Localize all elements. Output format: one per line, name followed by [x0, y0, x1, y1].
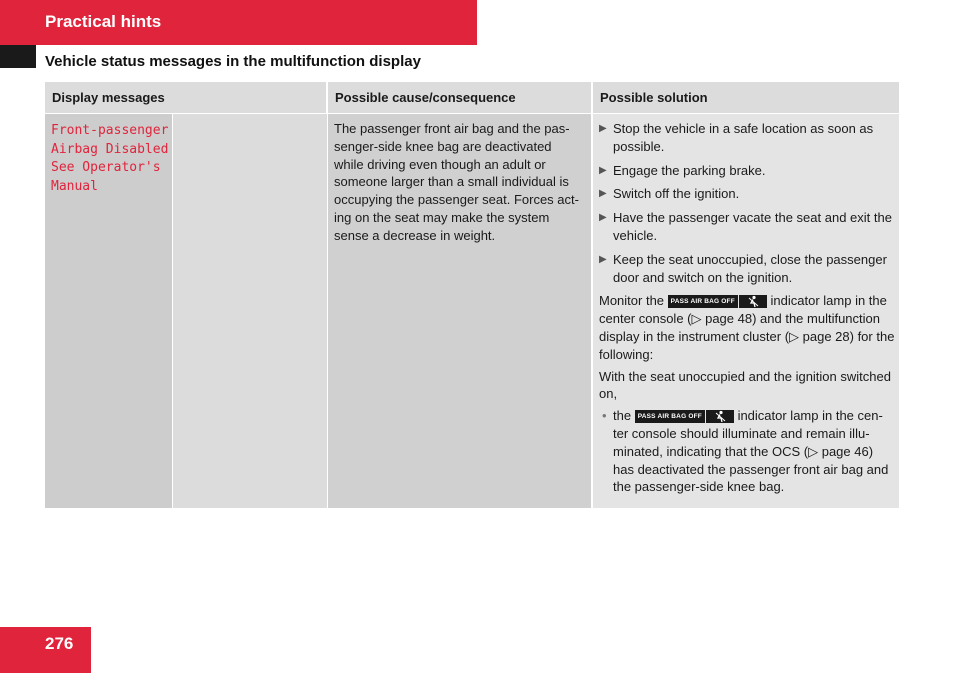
airbag-off-icon: [706, 410, 734, 423]
cause-line: sense a decrease in weight.: [334, 227, 496, 243]
indicator-bullet: [599, 407, 895, 496]
step-arrow-icon: ▶: [599, 212, 607, 224]
solution-step: [599, 162, 895, 180]
page-number: 276: [45, 634, 74, 653]
step-arrow-icon: ▶: [599, 123, 607, 134]
page-header-title: Practical hints: [45, 12, 162, 31]
status-messages-table: [45, 82, 899, 508]
bullet-prefix: the: [613, 408, 632, 424]
cause-line: ing on the seat may make the system: [334, 209, 550, 225]
pass-air-bag-off-lamp-label: PASS AIR BAG OFF: [635, 410, 705, 423]
solution-step: [599, 209, 895, 245]
display-message-text: [51, 122, 169, 196]
column-header-solution: Possible solution: [593, 82, 899, 113]
bullet-suffix: indicator lamp in the cen-ter console should illuminate and remain illu-minated, indicating that the OCS (▷ page 46) has deactivated the passenger front air bag and the passenger-side knee bag.: [613, 408, 889, 495]
airbag-off-icon: [739, 295, 767, 308]
display-message-cell: [45, 114, 172, 508]
step-arrow-icon: ▶: [599, 164, 607, 176]
cause-line: The passenger front air bag and the pas-: [334, 121, 570, 136]
step-text: Stop the vehicle in a safe location as soon as possible.: [613, 121, 874, 154]
side-tab-marker: [0, 45, 36, 68]
step-text: Keep the seat unoccupied, close the passenger door and switch on the ignition.: [613, 251, 887, 285]
cause-line: occupying the passenger seat. Forces act-: [334, 192, 579, 208]
cause-line: senger-side knee bag are deactivated: [334, 138, 552, 154]
cause-line: someone larger than a small individual is: [334, 174, 569, 190]
cause-cell: [328, 114, 591, 508]
monitor-prefix: Monitor the: [599, 293, 665, 309]
step-text: Switch off the ignition.: [613, 186, 740, 202]
with-seat-paragraph: With the seat unoccupied and the ignition switched on,: [599, 368, 891, 402]
step-arrow-icon: ▶: [599, 253, 607, 265]
bullet-dot-icon: •: [602, 408, 607, 424]
step-text: Engage the parking brake.: [613, 162, 766, 178]
solution-cell: [593, 114, 899, 508]
solution-step: [599, 185, 895, 203]
column-header-cause: Possible cause/consequence: [328, 82, 591, 113]
cause-text: [334, 120, 586, 245]
pass-air-bag-off-lamp-label: PASS AIR BAG OFF: [668, 295, 738, 308]
step-arrow-icon: ▶: [599, 188, 607, 200]
solution-step: [599, 120, 895, 156]
display-message-line: Airbag Disabled: [51, 141, 169, 157]
monitor-suffix: indicator lamp in the center console (▷ page 48) and the multifunction display in the instrument cluster (▷ page 28) for the following:: [599, 293, 895, 362]
display-message-line: Manual: [51, 178, 98, 194]
column-header-display-messages: Display messages: [45, 82, 326, 113]
solution-step: [599, 251, 895, 287]
monitor-paragraph: [599, 292, 895, 363]
display-message-line: See Operator's: [51, 160, 161, 175]
step-text: Have the passenger vacate the seat and exit the vehicle.: [613, 210, 892, 243]
solution-content: [599, 120, 895, 496]
display-message-line: Front-passenger: [51, 123, 169, 138]
section-title: Vehicle status messages in the multifunction display: [45, 53, 421, 70]
cause-line: while driving even though an adult or: [334, 156, 546, 172]
display-message-spacer-cell: [173, 114, 327, 508]
